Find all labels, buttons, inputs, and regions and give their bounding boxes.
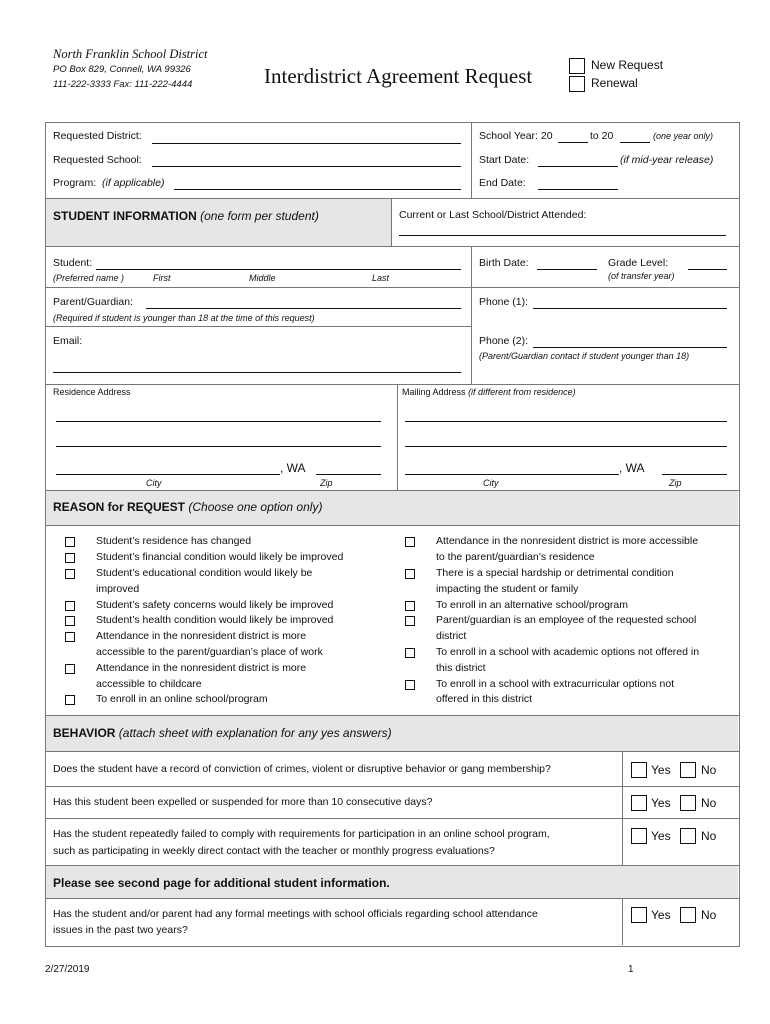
divider [397,384,398,490]
no-label: No [701,796,717,810]
divider [622,898,623,945]
middle-name-hint: Middle [249,273,276,283]
school-year-end-field[interactable] [620,142,650,143]
end-date-label: End Date: [479,177,526,189]
reason-checkbox-hardship[interactable] [405,569,415,579]
student-label: Student: [53,257,93,269]
program-note: (if applicable) [102,177,165,189]
first-name-hint: First [153,273,171,283]
requested-school-field[interactable] [152,166,461,167]
divider [45,287,739,288]
yes-label: Yes [651,908,671,922]
reason-label: To enroll in a school with extracurricular options not [436,678,675,690]
mailing-zip-field[interactable] [662,474,727,475]
end-date-field[interactable] [538,189,618,190]
q4-no-checkbox[interactable] [680,907,696,923]
renewal-checkbox[interactable] [569,76,585,92]
residence-city-hint: City [146,478,162,488]
phone2-field[interactable] [533,347,727,348]
email-field[interactable] [53,372,461,373]
see-second-page-notice: Please see second page for additional student information. [53,876,390,890]
birth-date-label: Birth Date: [479,257,529,269]
mailing-address-label: Mailing Address (if different from residence) [402,387,576,397]
grade-level-field[interactable] [688,269,727,270]
attendance-meetings-question-cont: issues in the past two years? [53,924,188,936]
start-date-label: Start Date: [479,154,530,166]
no-label: No [701,763,717,777]
behavior-question-crimes: Does the student have a record of conviction of crimes, violent or disruptive behavior or gang membership? [53,763,551,775]
reason-checkbox-residence[interactable] [65,537,75,547]
no-label: No [701,908,717,922]
birth-date-field[interactable] [537,269,597,270]
grade-level-label: Grade Level: [608,257,669,269]
reason-checkbox-educational[interactable] [65,569,75,579]
reason-label: Attendance in the nonresident district is more [96,662,307,674]
new-request-checkbox[interactable] [569,58,585,74]
reason-checkbox-academic[interactable] [405,648,415,658]
transfer-year-note: (of transfer year) [608,271,675,281]
no-label: No [701,829,717,843]
divider [391,198,392,246]
reason-label: To enroll in an online school/program [96,693,268,705]
reason-label: district [436,630,467,642]
reason-label: Parent/guardian is an employee of the requested school [436,614,697,626]
reason-heading: REASON for REQUEST (Choose one option only) [53,500,323,514]
email-label: Email: [53,335,83,347]
divider [45,384,739,385]
mailing-zip-hint: Zip [669,478,682,488]
reason-label: To enroll in a school with academic options not offered in [436,646,700,658]
q2-no-checkbox[interactable] [680,795,696,811]
phone1-field[interactable] [533,308,727,309]
reason-label: To enroll in an alternative school/program [436,599,629,611]
reason-label: Student’s educational condition would likely be [96,567,313,579]
reason-label: improved [96,583,140,595]
new-request-label: New Request [591,58,664,72]
residence-zip-field[interactable] [316,474,381,475]
residence-line2[interactable] [56,446,381,447]
mailing-line1[interactable] [405,421,727,422]
mailing-city-field[interactable] [405,474,619,475]
student-info-heading: STUDENT INFORMATION (one form per student) [53,209,319,223]
page-number: 1 [628,964,634,975]
divider [45,246,739,247]
divider [45,818,739,819]
reason-label: this district [436,662,486,674]
preferred-name-hint: (Preferred name ) [53,273,125,283]
reason-label: accessible to the parent/guardian’s place of work [96,646,323,658]
reason-label: Attendance in the nonresident district is more [96,630,307,642]
district-name: North Franklin School District [53,47,208,61]
q3-no-checkbox[interactable] [680,828,696,844]
divider [471,122,472,198]
reason-checkbox-work[interactable] [65,632,75,642]
behavior-question-online-cont: such as participating in weekly direct contact with the teacher or monthly progress evaluations? [53,845,495,857]
residence-zip-hint: Zip [320,478,333,488]
mailing-line2[interactable] [405,446,727,447]
reason-checkbox-childcare[interactable] [65,664,75,674]
school-year-label: School Year: 20 [479,130,553,142]
yes-label: Yes [651,763,671,777]
reason-label: Attendance in the nonresident district is more accessible [436,535,699,547]
one-year-note: (one year only) [653,131,714,141]
residence-wa: , WA [280,461,306,475]
requested-school-label: Requested School: [53,154,142,166]
district-phone: 111-222-3333 Fax: 111-222-4444 [53,79,193,90]
current-school-label: Current or Last School/District Attended: [399,209,587,221]
phone2-note: (Parent/Guardian contact if student younger than 18) [479,351,690,361]
mid-year-note: (if mid-year release) [620,154,714,166]
form-title: Interdistrict Agreement Request [264,64,533,88]
renewal-label: Renewal [591,76,638,90]
reason-checkbox-employee[interactable] [405,616,415,626]
reason-label: Student’s residence has changed [96,535,252,547]
reason-checkbox-online[interactable] [65,695,75,705]
behavior-question-online: Has the student repeatedly failed to comply with requirements for participation in an online school program, [53,828,550,840]
residence-city-field[interactable] [56,474,280,475]
current-school-field[interactable] [399,235,726,236]
phone1-label: Phone (1): [479,296,529,308]
reason-label: to the parent/guardian’s residence [436,551,595,563]
residence-address-label: Residence Address [53,387,131,397]
reason-label: impacting the student or family [436,583,579,595]
last-name-hint: Last [372,273,390,283]
reason-checkbox-safety[interactable] [65,601,75,611]
reason-checkbox-residence-access[interactable] [405,537,415,547]
reason-label: There is a special hardship or detrimental condition [436,567,674,579]
q4-yes-checkbox[interactable] [631,907,647,923]
mailing-city-hint: City [483,478,499,488]
student-name-field[interactable] [96,269,461,270]
requested-district-field[interactable] [152,143,461,144]
footer-date: 2/27/2019 [45,964,90,975]
reason-label: Student’s safety concerns would likely be improved [96,599,334,611]
divider [622,751,623,865]
q3-yes-checkbox[interactable] [631,828,647,844]
reason-checkbox-health[interactable] [65,616,75,626]
parent-field[interactable] [146,308,461,309]
q2-yes-checkbox[interactable] [631,795,647,811]
reason-label: Student’s health condition would likely be improved [96,614,334,626]
yes-label: Yes [651,796,671,810]
behavior-question-expelled: Has this student been expelled or suspended for more than 10 consecutive days? [53,796,433,808]
behavior-heading: BEHAVIOR (attach sheet with explanation for any yes answers) [53,726,392,740]
q1-yes-checkbox[interactable] [631,762,647,778]
program-label: Program: [53,177,97,189]
attendance-meetings-question: Has the student and/or parent had any formal meetings with school officials regarding school attendance [53,908,538,920]
reason-checkbox-alternative[interactable] [405,601,415,611]
reason-label: Student’s financial condition would likely be improved [96,551,344,563]
divider [45,786,739,787]
phone2-label: Phone (2): [479,335,529,347]
divider [45,898,739,899]
residence-line1[interactable] [56,421,381,422]
q1-no-checkbox[interactable] [680,762,696,778]
parent-note: (Required if student is younger than 18 at the time of this request) [53,313,315,323]
reason-checkbox-extracurricular[interactable] [405,680,415,690]
mailing-wa: , WA [619,461,645,475]
parent-label: Parent/Guardian: [53,296,133,308]
divider [45,326,472,327]
reason-checkbox-financial[interactable] [65,553,75,563]
yes-label: Yes [651,829,671,843]
start-date-field[interactable] [538,166,618,167]
school-year-start-field[interactable] [558,142,588,143]
reason-label: accessible to childcare [96,678,202,690]
divider [45,525,739,526]
divider [471,246,472,384]
reason-label: offered in this district [436,693,533,705]
requested-district-label: Requested District: [53,130,142,142]
school-year-to: to 20 [590,130,614,142]
district-address: PO Box 829, Connell, WA 99326 [53,64,191,75]
divider [45,751,739,752]
program-field[interactable] [174,189,461,190]
